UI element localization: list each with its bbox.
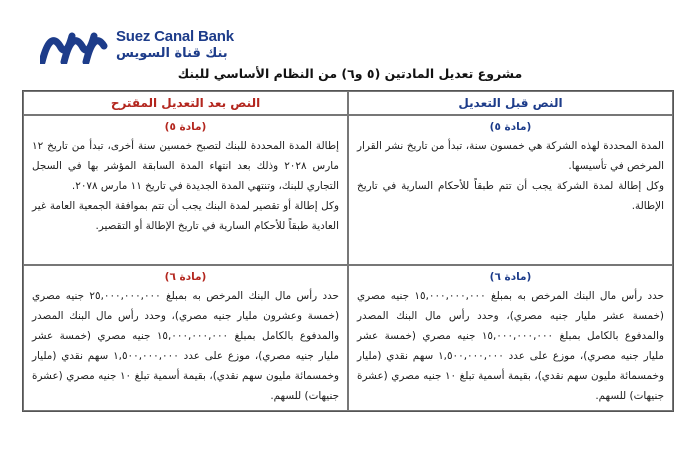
article5-proposed-label: (مادة ٥) (164, 121, 207, 133)
article5-proposed-paragraph1: إطالة المدة المحددة للبنك لتصبح خمسين سنة أخرى، تبدأ من تاريخ ١٢ مارس ٢٠٢٨ وذلك بعد انتهاء المدة السابقة المؤشر بها في السجل التجاري للبنك، وتنتهي المدة الجديدة في تاريخ ١١ مارس ٢٠٧٨. (32, 140, 339, 192)
comparison-table (22, 90, 674, 412)
article6-original-cell (348, 265, 673, 411)
article6-proposed-label: (مادة ٦) (164, 271, 207, 283)
logo-text-arabic: بنك قناة السويس (116, 46, 228, 61)
logo-text-english: Suez Canal Bank (116, 28, 234, 45)
document-title: مشروع تعديل المادتين (٥ و٦) من النظام الأساسي للبنك (177, 66, 523, 81)
article5-original-paragraph1: المدة المحددة لهذه الشركة هي خمسون سنة، تبدأ من تاريخ نشر القرار المرخص في تأسيسها. (357, 140, 664, 172)
article6-original-text: حدد رأس مال البنك المرخص به بمبلغ ١٥,٠٠٠,٠٠٠,٠٠٠ جنيه مصري (خمسة عشر مليار جنيه مصري)، وحدد رأس مال البنك المصدر والمدفوع بالكامل بمبلغ ١٥,٠٠٠,٠٠٠,٠٠٠ جنيه مصري (خمسة عشر مليار جنيه مصري)، موزع على عدد ١,٥٠٠,٠٠٠,٠٠٠ سهم نقدي (مليار وخمسمائة مليون سهم نقدي)، بقيمة أسمية تبلغ ١٠ جنيه مصري (عشرة جنيهات) للسهم. (357, 290, 664, 402)
header-original-text: النص قبل التعديل (348, 91, 673, 115)
article5-original-paragraph2: وكل إطالة لمدة الشركة يجب أن تتم طبقاً للأحكام السارية في تاريخ الإطالة. (357, 180, 664, 212)
bank-logo-icon (40, 28, 110, 64)
bank-logo (40, 26, 240, 70)
article6-proposed-cell (23, 265, 348, 411)
article5-proposed-paragraph2: وكل إطالة أو تقصير لمدة البنك يجب أن تتم بموافقة الجمعية العامة غير العادية طبقاً للأحكام السارية في تاريخ الإطالة أو التقصير. (32, 200, 339, 232)
article5-original-label: (مادة ٥) (489, 121, 532, 133)
article5-original-cell (348, 115, 673, 265)
article5-proposed-cell (23, 115, 348, 265)
article6-proposed-text: حدد رأس مال البنك المرخص به بمبلغ ٢٥,٠٠٠,٠٠٠,٠٠٠ جنيه مصري (خمسة وعشرون مليار جنيه مصري)، وحدد رأس مال البنك المصدر والمدفوع بالكامل بمبلغ ١٥,٠٠٠,٠٠٠,٠٠٠ جنيه مصري (خمسة عشر مليار جنيه مصري)، موزع على عدد ١,٥٠٠,٠٠٠,٠٠٠ سهم نقدي (مليار وخمسمائة مليون سهم نقدي)، بقيمة أسمية تبلغ ١٠ جنيه مصري (عشرة جنيهات) للسهم. (32, 290, 339, 402)
header-proposed-text: النص بعد التعديل المقترح (23, 91, 348, 115)
article6-original-label: (مادة ٦) (489, 271, 532, 283)
